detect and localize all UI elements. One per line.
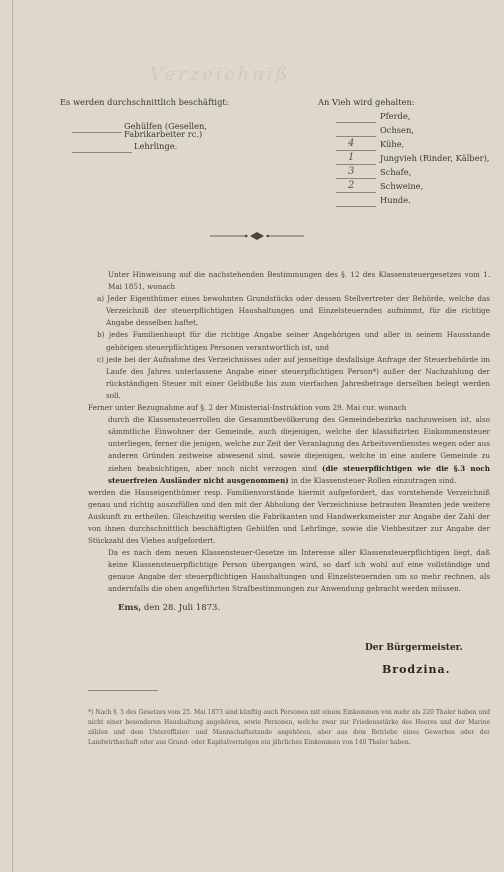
employees-title: Es werden durchschnittlich beschäftigt: [60,97,229,107]
legal-text [88,269,490,596]
clause-b: b) jedes Familienhaupt für die richtige Angabe seiner Angehörigen und aller in seinem Hausstande gehörigen steuerpflichtigen Personen verantwortlich ist, und [97,330,490,352]
livestock-row: Ochsen, [318,126,493,140]
journeymen-count-line [72,132,122,133]
signature-title: Der Bürgermeister. [365,643,463,653]
ferner-paragraph: Ferner unter Bezugnahme auf §. 2 der Ministerial-Instruktion vom 29. Mai cur. wonach [88,403,407,413]
livestock-row: Hunde. [318,196,493,210]
closing-paragraph: werden die Hauseigenthümer resp. Familienvorstände hiermit aufgefordert, das vorstehende Verzeichniß genau und richtig auszufüllen und den mit der Abholung der Verzeichnisse betrauten Beamten jede weitere Auskunft zu ertheilen. Gleichzeitig werden die Fabrikanten und Handwerksmeister zur Angabe der Zahl der von ihnen durchschnittlich beschäftigten Gehülfen und Lehrlinge, sowie die Viehbesitzer zur Angabe der Stückzahl des Viehes aufgefordert. [88,487,490,546]
employees-column [60,98,270,156]
livestock-title: An Vieh wird gehalten: [318,97,415,107]
apprentices-count-line [72,152,132,153]
clause-c: c) jede bei der Aufnahme des Verzeichnisses oder auf jenseitige desfallsige Anfrage der Steuerbehörde im Laufe des Jahres unterlassene Angabe einer steuerpflichtigen Person*) außer der Nachzahlung der rückständigen Steuer mit einer Geldbuße bis zum vierfachen Jahresbetrage derselben belegt werden soll. [97,354,490,400]
date-text: den 28. Juli 1873. [143,603,221,613]
intro-paragraph: Unter Hinweisung auf die nachstehenden Bestimmungen des §. 12 des Klassensteuergesetzes vom 1. Mai 1851, wonach [108,270,490,292]
population-paragraph: durch die Klassensteuerrollen die Gesammtbevölkerung des Gemeindebezirks nachzuweisen ist, also sämmtliche Einwohner der Gemeinde, auch diejenigen, welche der klassifizirten Einkommensteuer unterliegen, ferner die jenigen, welche zur Zeit der Veranlagung des Arbeitsverdienstes wegen oder aus anderen Gründen zeitweise abwesend sind, sowie diejenigen, welche in eine andere Gemeinde zu ziehen beabsichtigen, aber noch nicht verzogen sind (die steuerpflichtigen wie die §.3 noch steuerfreien Ausländer nicht ausgenommen) in die Klassensteuer-Rollen einzutragen sind. [108,415,490,485]
place: Ems, [118,603,142,613]
livestock-row: 3 Schafe, [318,168,493,182]
livestock-row: 1 Jungvieh (Rinder, Kälber), [318,154,493,168]
livestock-column [318,98,493,210]
clause-a: a) Jeder Eigenthümer eines bewohnten Grundstücks oder dessen Stellvertreter der Behörde, welche das Verzeichniß der steuerpflichtigen Haushaltungen und Einzelsteuernden aufnimmt, für die richtige Angabe desselben haftet, [97,294,490,328]
signature-name: Brodzina. [382,663,451,676]
warning-paragraph: Da es nach dem neuen Klassensteuer-Gesetze im Interesse aller Klassensteuerpflichtigen liegt, daß keine Klassensteuerpflichtige Person übergangen wird, so darf ich wohl auf eine vollständige und genaue Angabe der steuerpflichtigen Haushaltungen und Einzelsteuernden um so mehr rechnen, als andernfalls die oben angeführten Strafbestimmungen zur Anwendung gebracht werden müssen. [108,548,490,594]
livestock-row: 2 Schweine, [318,182,493,196]
journeymen-label: Gehülfen (Gesellen, Fabrikarbeiter rc.) [124,121,207,140]
ornamental-divider [210,232,304,240]
footnote-rule [88,690,158,691]
livestock-row: 4 Kühe, [318,140,493,154]
faint-title-bleedthrough: Verzeichniß [150,64,291,85]
margin-rule [12,0,13,872]
apprentices-label: Lehrlinge. [134,141,178,151]
livestock-row: Pferde, [318,112,493,126]
foreigners-note: (die steuerpflichtigen wie die §.3 noch steuerfreien Ausländer nicht ausgenommen) [108,463,490,485]
footnote: *) Nach §. 5 des Gesetzes vom 25. Mai 1873 sind künftig auch Personen mit einem Einkommen von mehr als 220 Thaler haben und nicht einer besonderen Haushaltung angehören, sowie Personen, welche zwar zur Friedensstärke des Heeres und der Marine zählen und dem Unteroffizier- und Mannschaftsstande angehören, aber aus dem Betriebe eines Gewerbes oder der Landwirthschaft oder aus Grund- oder Kapitalvermögen ein jährliches Einkommen von 140 Thaler haben. [88,709,490,746]
date-line [118,603,220,613]
